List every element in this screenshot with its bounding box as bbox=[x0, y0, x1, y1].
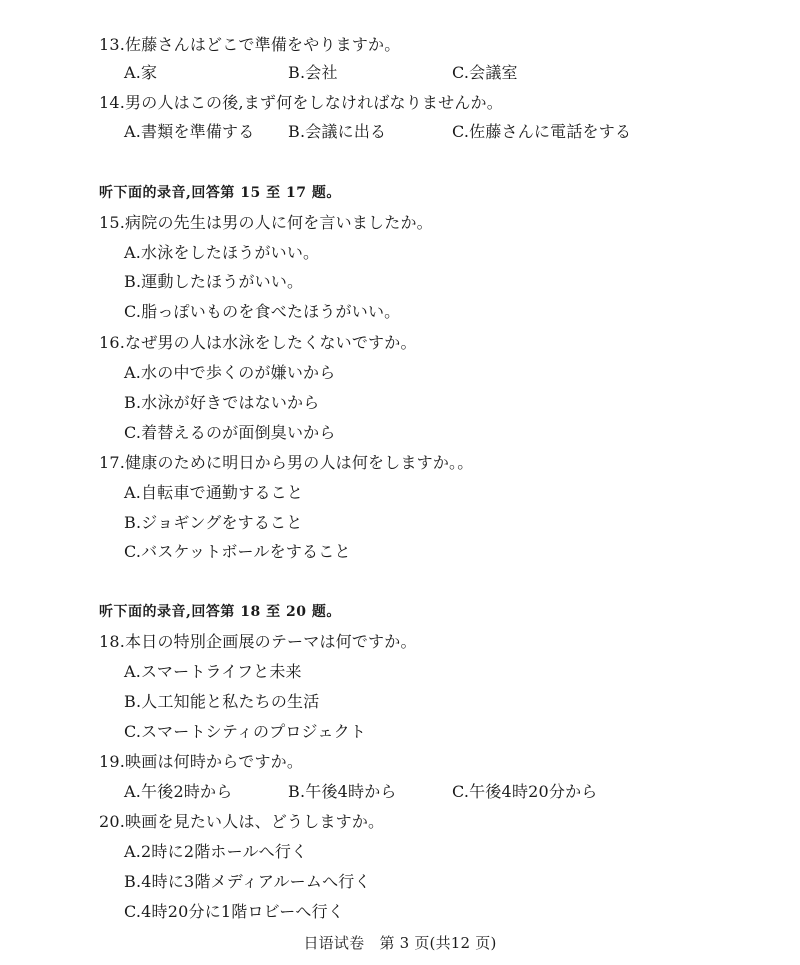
question-19: 19.映画は何時からですか。 bbox=[99, 752, 304, 771]
question-18-option-c: C.スマートシティのプロジェクト bbox=[124, 722, 367, 741]
question-17-option-a: A.自転車で通勤すること bbox=[124, 483, 304, 502]
question-16-option-c: C.着替えるのが面倒臭いから bbox=[124, 423, 336, 442]
question-19-option-a: A.午後2時から bbox=[124, 782, 233, 801]
question-20-option-a: A.2時に2階ホールへ行く bbox=[124, 842, 308, 861]
question-20: 20.映画を見たい人は、どうしますか。 bbox=[99, 812, 385, 831]
question-18-option-a: A.スマートライフと未来 bbox=[124, 662, 302, 681]
question-14: 14.男の人はこの後,まず何をしなければなりませんか。 bbox=[99, 93, 503, 112]
question-17: 17.健康のために明日から男の人は何をしますか。。 bbox=[99, 453, 474, 472]
question-16: 16.なぜ男の人は水泳をしたくないですか。 bbox=[99, 333, 417, 352]
page-footer: 日语试卷 第 3 页(共12 页) bbox=[303, 934, 497, 952]
question-14-option-a: A.書類を準備する bbox=[124, 122, 255, 141]
question-16-option-a: A.水の中で歩くのが嫌いから bbox=[124, 363, 336, 382]
question-13-option-b: B.会社 bbox=[288, 63, 338, 82]
question-18: 18.本日の特別企画展のテーマは何ですか。 bbox=[99, 632, 417, 651]
question-14-option-c: C.佐藤さんに電話をする bbox=[452, 122, 632, 141]
question-16-option-b: B.水泳が好きではないから bbox=[124, 393, 320, 412]
section-heading-18-20: 听下面的录音,回答第 18 至 20 题。 bbox=[99, 604, 341, 620]
question-18-option-b: B.人工知能と私たちの生活 bbox=[124, 692, 320, 711]
question-15: 15.病院の先生は男の人に何を言いましたか。 bbox=[99, 213, 433, 232]
question-15-option-a: A.水泳をしたほうがいい。 bbox=[124, 243, 320, 262]
question-19-option-b: B.午後4時から bbox=[288, 782, 397, 801]
question-17-option-b: B.ジョギングをすること bbox=[124, 513, 303, 532]
question-17-option-c: C.バスケットボールをすること bbox=[124, 542, 351, 561]
question-15-option-b: B.運動したほうがいい。 bbox=[124, 272, 304, 291]
question-13-option-a: A.家 bbox=[124, 63, 158, 82]
question-20-option-b: B.4時に3階メディアルームへ行く bbox=[124, 872, 371, 891]
question-13-option-c: C.会議室 bbox=[452, 63, 518, 82]
question-20-option-c: C.4時20分に1階ロビーへ行く bbox=[124, 902, 345, 921]
question-14-option-b: B.会議に出る bbox=[288, 122, 387, 141]
question-13: 13.佐藤さんはどこで準備をやりますか。 bbox=[99, 35, 401, 54]
question-19-option-c: C.午後4時20分から bbox=[452, 782, 598, 801]
section-heading-15-17: 听下面的录音,回答第 15 至 17 题。 bbox=[99, 185, 341, 201]
question-15-option-c: C.脂っぽいものを食べたほうがいい。 bbox=[124, 302, 401, 321]
